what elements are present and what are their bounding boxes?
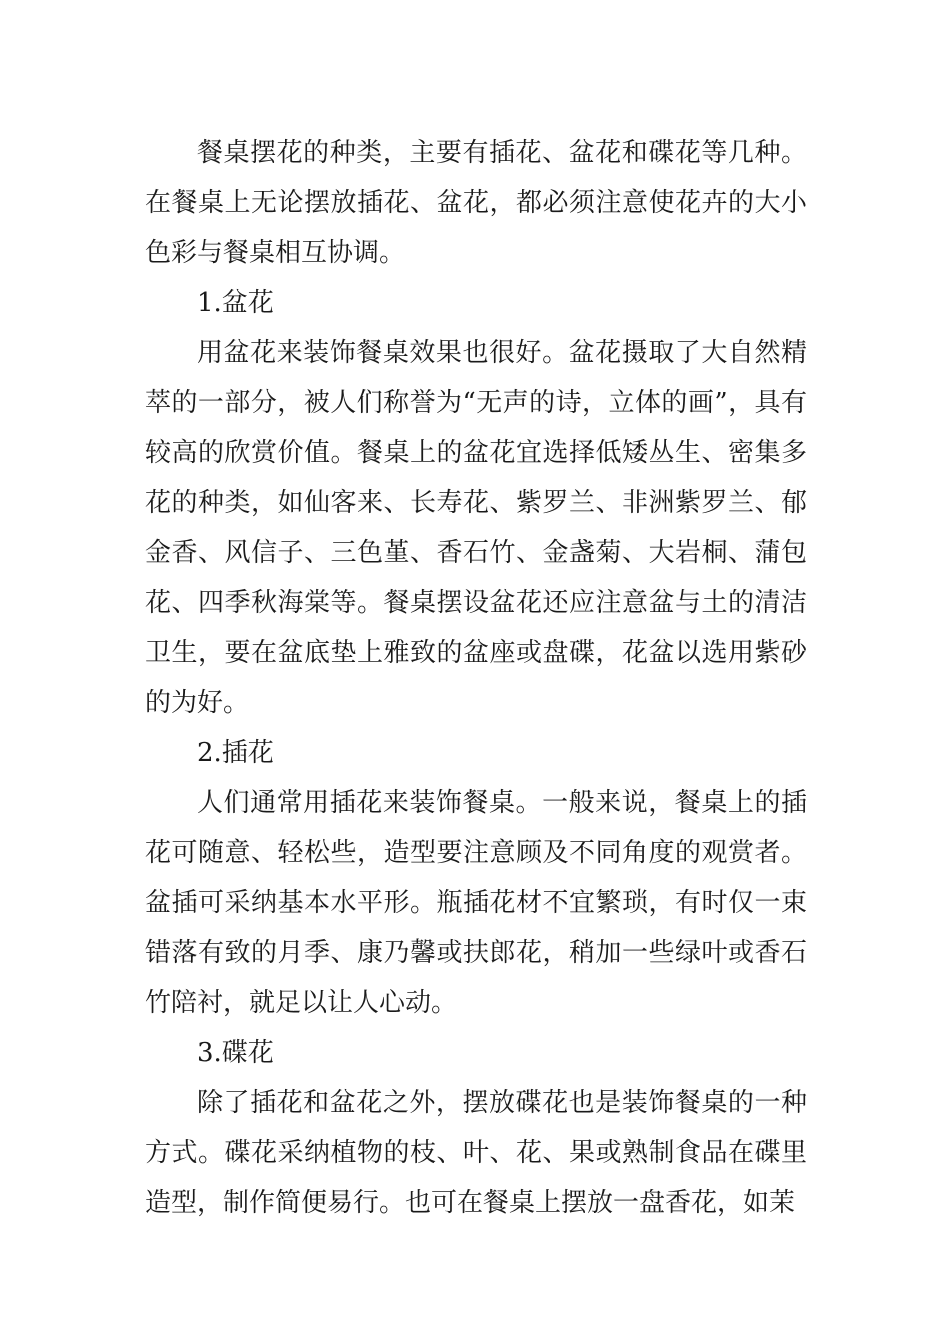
potted-flowers-paragraph: 用盆花来装饰餐桌效果也很好。盆花摄取了大自然精萃的一部分，被人们称誉为“无声的诗，立体的画”，具有较高的欣赏价值。餐桌上的盆花宜选择低矮丛生、密集多花的种类，如仙客来、长寿花、紫罗兰、非洲紫罗兰、郁金香、风信子、三色堇、香石竹、金盏菊、大岩桐、蒲包花、四季秋海棠等。餐桌摆设盆花还应注意盆与土的清洁卫生，要在盆底垫上雅致的盆座或盘碟，花盆以选用紫砂的为好。 bbox=[145, 338, 807, 718]
document-body bbox=[145, 128, 807, 1228]
section-heading-dish-flowers: 3.碟花 bbox=[197, 1038, 274, 1068]
dish-flowers-paragraph: 除了插花和盆花之外，摆放碟花也是装饰餐桌的一种方式。碟花采纳植物的枝、叶、花、果或熟制食品在碟里造型，制作简便易行。也可在餐桌上摆放一盘香花，如茉 bbox=[145, 1088, 807, 1218]
section-heading-flower-arrangement: 2.插花 bbox=[197, 738, 274, 768]
flower-arrangement-paragraph: 人们通常用插花来装饰餐桌。一般来说，餐桌上的插花可随意、轻松些，造型要注意顾及不同角度的观赏者。盆插可采纳基本水平形。瓶插花材不宜繁琐，有时仅一束错落有致的月季、康乃馨或扶郎花，稍加一些绿叶或香石竹陪衬，就足以让人心动。 bbox=[145, 788, 807, 1018]
section-heading-potted-flowers: 1.盆花 bbox=[197, 288, 274, 318]
intro-paragraph: 餐桌摆花的种类，主要有插花、盆花和碟花等几种。在餐桌上无论摆放插花、盆花，都必须注意使花卉的大小色彩与餐桌相互协调。 bbox=[145, 138, 807, 268]
